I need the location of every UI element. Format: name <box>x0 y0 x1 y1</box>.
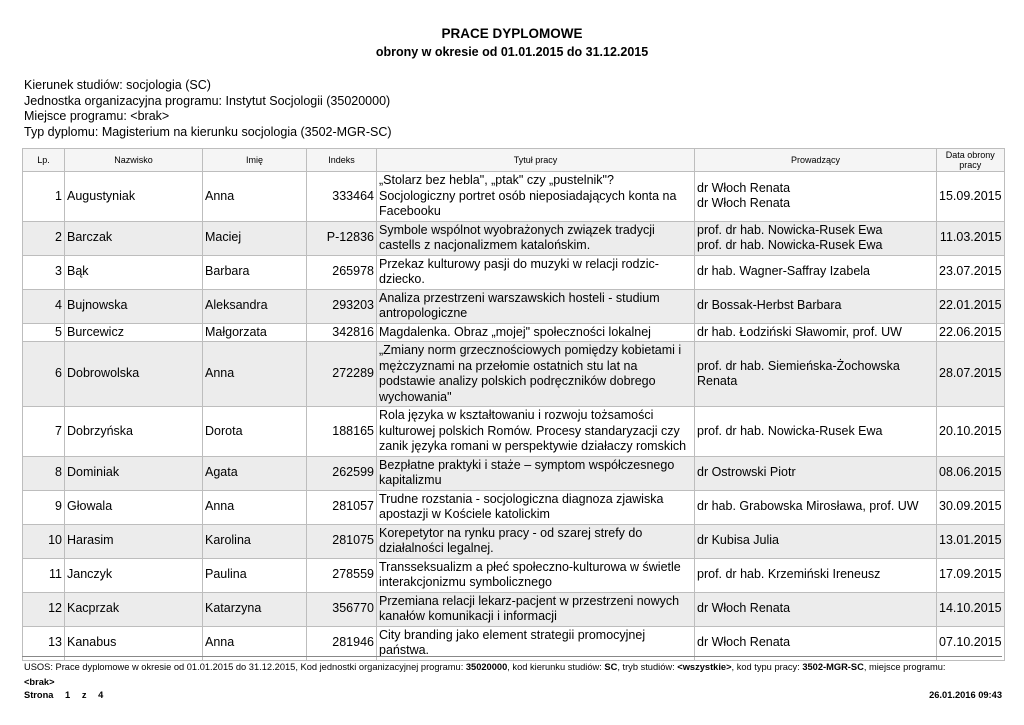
column-header-first-name: Imię <box>203 149 307 172</box>
cell-lp: 5 <box>23 323 65 342</box>
cell-supervisor: dr Włoch Renata <box>695 592 937 626</box>
cell-supervisor: dr hab. Wagner-Saffray Izabela <box>695 255 937 289</box>
table-row <box>23 221 1005 255</box>
document-title: PRACE DYPLOMOWE <box>441 26 583 41</box>
column-header-supervisor: Prowadzący <box>695 149 937 172</box>
table-row <box>23 342 1005 407</box>
footer-divider <box>22 656 1002 657</box>
footer-thesis-type-code: 3502-MGR-SC <box>802 662 864 672</box>
cell-index: 265978 <box>307 255 377 289</box>
print-timestamp: 26.01.2016 09:43 <box>929 690 1002 700</box>
cell-index: 262599 <box>307 456 377 490</box>
cell-first-name: Barbara <box>203 255 307 289</box>
cell-first-name: Paulina <box>203 558 307 592</box>
cell-surname: Kacprzak <box>65 592 203 626</box>
cell-lp: 1 <box>23 172 65 222</box>
cell-defense-date: 11.03.2015 <box>937 221 1005 255</box>
cell-first-name: Anna <box>203 626 307 660</box>
cell-supervisor: dr Bossak-Herbst Barbara <box>695 289 937 323</box>
meta-field-of-study: Kierunek studiów: socjologia (SC) <box>24 78 211 92</box>
cell-lp: 6 <box>23 342 65 407</box>
cell-surname: Barczak <box>65 221 203 255</box>
footer-program-place: <brak> <box>24 677 55 687</box>
cell-surname: Bujnowska <box>65 289 203 323</box>
meta-diploma-type: Typ dyplomu: Magisterium na kierunku socjologia (3502-MGR-SC) <box>24 124 392 139</box>
cell-thesis-title: Magdalenka. Obraz „mojej" społeczności lokalnej <box>377 323 695 342</box>
column-header-lp: Lp. <box>23 149 65 172</box>
meta-block <box>24 78 392 140</box>
cell-thesis-title: Analiza przestrzeni warszawskich hosteli - studium antropologiczne <box>377 289 695 323</box>
cell-defense-date: 14.10.2015 <box>937 592 1005 626</box>
cell-defense-date: 22.01.2015 <box>937 289 1005 323</box>
cell-defense-date: 13.01.2015 <box>937 524 1005 558</box>
cell-index: 188165 <box>307 407 377 457</box>
cell-lp: 8 <box>23 456 65 490</box>
cell-lp: 12 <box>23 592 65 626</box>
cell-lp: 13 <box>23 626 65 660</box>
cell-surname: Burcewicz <box>65 323 203 342</box>
cell-defense-date: 23.07.2015 <box>937 255 1005 289</box>
page-of-label: z <box>81 690 87 700</box>
cell-supervisor: prof. dr hab. Krzemiński Ireneusz <box>695 558 937 592</box>
cell-supervisor: dr Kubisa Julia <box>695 524 937 558</box>
column-header-index: Indeks <box>307 149 377 172</box>
cell-first-name: Agata <box>203 456 307 490</box>
cell-thesis-title: Symbole wspólnot wyobrażonych związek tradycji castells z nacjonalizmem katalońskim. <box>377 221 695 255</box>
footer-note <box>24 660 1000 690</box>
cell-surname: Augustyniak <box>65 172 203 222</box>
footer-unit-code: 35020000 <box>465 662 508 672</box>
footer-text: USOS: Prace dyplomowe w okresie od 01.01.2015 do 31.12.2015, Kod jednostki organizacyjnej programu: <box>24 662 466 672</box>
table-row <box>23 255 1005 289</box>
cell-first-name: Katarzyna <box>203 592 307 626</box>
table-row <box>23 490 1005 524</box>
cell-lp: 4 <box>23 289 65 323</box>
cell-first-name: Aleksandra <box>203 289 307 323</box>
cell-defense-date: 07.10.2015 <box>937 626 1005 660</box>
document-subtitle: obrony w okresie od 01.01.2015 do 31.12.2015 <box>375 45 649 59</box>
cell-defense-date: 30.09.2015 <box>937 490 1005 524</box>
cell-first-name: Anna <box>203 342 307 407</box>
cell-defense-date: 28.07.2015 <box>937 342 1005 407</box>
cell-first-name: Anna <box>203 490 307 524</box>
page-indicator <box>24 690 112 700</box>
cell-defense-date: 08.06.2015 <box>937 456 1005 490</box>
cell-defense-date: 22.06.2015 <box>937 323 1005 342</box>
theses-table <box>22 148 1005 661</box>
table-row <box>23 407 1005 457</box>
page-label: Strona <box>24 690 54 700</box>
cell-surname: Bąk <box>65 255 203 289</box>
table-row <box>23 558 1005 592</box>
table-row <box>23 524 1005 558</box>
cell-thesis-title: Przemiana relacji lekarz-pacjent w przestrzeni nowych kanałów komunikacji i informacji <box>377 592 695 626</box>
table-row <box>23 626 1005 660</box>
column-header-defense-date: Data obrony pracy <box>937 149 1005 172</box>
cell-first-name: Małgorzata <box>203 323 307 342</box>
cell-first-name: Karolina <box>203 524 307 558</box>
meta-program-place: Miejsce programu: <brak> <box>24 109 170 123</box>
table-row <box>23 592 1005 626</box>
cell-supervisor: dr Ostrowski Piotr <box>695 456 937 490</box>
footer-field-code: SC <box>604 662 618 672</box>
column-header-title: Tytuł pracy <box>377 149 695 172</box>
page-number: 1 <box>65 690 71 700</box>
cell-supervisor: dr hab. Łodziński Sławomir, prof. UW <box>695 323 937 342</box>
cell-index: 356770 <box>307 592 377 626</box>
cell-surname: Janczyk <box>65 558 203 592</box>
cell-supervisor: dr Włoch Renata dr Włoch Renata <box>695 172 937 222</box>
cell-thesis-title: Korepetytor na rynku pracy - od szarej strefy do działalności legalnej. <box>377 524 695 558</box>
cell-lp: 3 <box>23 255 65 289</box>
cell-thesis-title: Bezpłatne praktyki i staże – symptom współczesnego kapitalizmu <box>377 456 695 490</box>
cell-index: 293203 <box>307 289 377 323</box>
table-row <box>23 323 1005 342</box>
cell-index: 333464 <box>307 172 377 222</box>
cell-surname: Harasim <box>65 524 203 558</box>
cell-defense-date: 20.10.2015 <box>937 407 1005 457</box>
cell-thesis-title: Rola języka w kształtowaniu i rozwoju tożsamości kulturowej polskich Romów. Procesy standaryzacji czy zanik języka romani w perspektywie działaczy romskich <box>377 407 695 457</box>
footer-text: , kod typu pracy: <box>731 662 803 672</box>
cell-index: 281057 <box>307 490 377 524</box>
table-row <box>23 289 1005 323</box>
cell-supervisor: dr Włoch Renata <box>695 626 937 660</box>
cell-thesis-title: Trudne rozstania - socjologiczna diagnoza zjawiska apostazji w Kościele katolickim <box>377 490 695 524</box>
cell-lp: 2 <box>23 221 65 255</box>
footer-study-mode: <wszystkie> <box>677 662 732 672</box>
cell-lp: 10 <box>23 524 65 558</box>
page-total: 4 <box>98 690 104 700</box>
cell-supervisor: dr hab. Grabowska Mirosława, prof. UW <box>695 490 937 524</box>
table-row <box>23 456 1005 490</box>
cell-thesis-title: „Zmiany norm grzecznościowych pomiędzy kobietami i mężczyznami na przełomie ostatnich stu lat na podstawie analizy polskich podręczników dobrego wychowania" <box>377 342 695 407</box>
cell-defense-date: 17.09.2015 <box>937 558 1005 592</box>
cell-lp: 11 <box>23 558 65 592</box>
cell-index: 278559 <box>307 558 377 592</box>
cell-defense-date: 15.09.2015 <box>937 172 1005 222</box>
cell-lp: 7 <box>23 407 65 457</box>
cell-index: P-12836 <box>307 221 377 255</box>
cell-index: 272289 <box>307 342 377 407</box>
cell-lp: 9 <box>23 490 65 524</box>
cell-supervisor: prof. dr hab. Siemieńska-Żochowska Renata <box>695 342 937 407</box>
cell-supervisor: prof. dr hab. Nowicka-Rusek Ewa prof. dr hab. Nowicka-Rusek Ewa <box>695 221 937 255</box>
cell-surname: Dobrzyńska <box>65 407 203 457</box>
cell-thesis-title: Przekaz kulturowy pasji do muzyki w relacji rodzic-dziecko. <box>377 255 695 289</box>
table-row <box>23 172 1005 222</box>
footer-text: , tryb studiów: <box>617 662 678 672</box>
cell-first-name: Anna <box>203 172 307 222</box>
cell-thesis-title: Transseksualizm a płeć społeczno-kulturowa w świetle interakcjonizmu symbolicznego <box>377 558 695 592</box>
cell-surname: Kanabus <box>65 626 203 660</box>
footer-text: , miejsce programu: <box>863 662 946 672</box>
cell-first-name: Dorota <box>203 407 307 457</box>
meta-organizational-unit: Jednostka organizacyjna programu: Instytut Socjologii (35020000) <box>24 93 391 108</box>
cell-index: 281075 <box>307 524 377 558</box>
cell-index: 342816 <box>307 323 377 342</box>
cell-surname: Dominiak <box>65 456 203 490</box>
cell-supervisor: prof. dr hab. Nowicka-Rusek Ewa <box>695 407 937 457</box>
cell-thesis-title: City branding jako element strategii promocyjnej państwa. <box>377 626 695 660</box>
cell-thesis-title: „Stolarz bez hebla", „ptak" czy „pustelnik"? Socjologiczny portret osób nieposiadających konta na Facebooku <box>377 172 695 222</box>
column-header-surname: Nazwisko <box>65 149 203 172</box>
footer-text: , kod kierunku studiów: <box>507 662 605 672</box>
cell-surname: Głowala <box>65 490 203 524</box>
cell-index: 281946 <box>307 626 377 660</box>
table-header-row <box>23 149 1005 172</box>
cell-first-name: Maciej <box>203 221 307 255</box>
cell-surname: Dobrowolska <box>65 342 203 407</box>
